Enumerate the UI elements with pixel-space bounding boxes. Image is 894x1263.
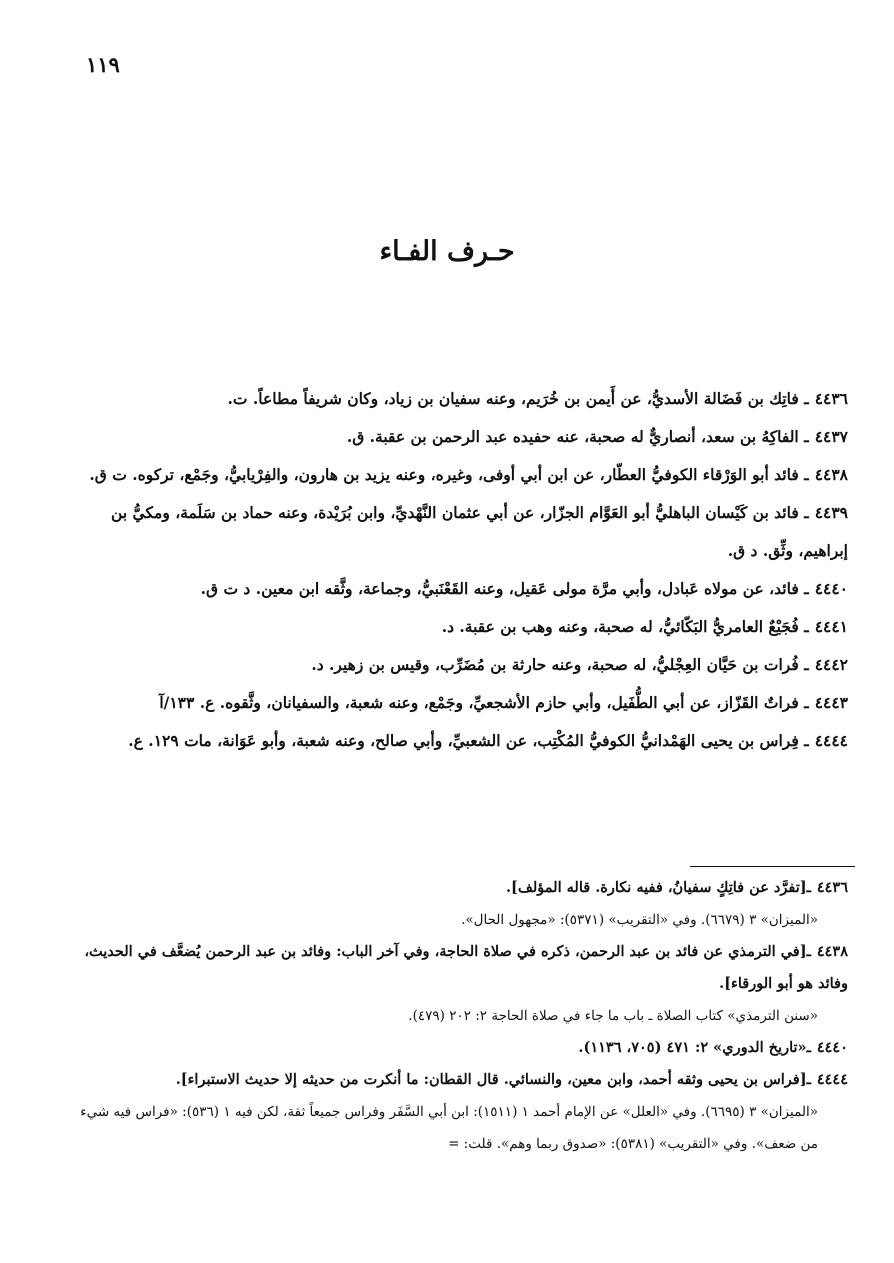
entry-number: ٤٤٤٣ xyxy=(814,693,848,712)
entry-number: ٤٤٣٩ xyxy=(814,503,848,522)
entry xyxy=(66,646,848,684)
footnote-reference: «سنن الترمذي» كتاب الصلاة ـ باب ما جاء في صلاة الحاجة ٢: ٢٠٢ (٤٧٩). xyxy=(408,1008,818,1024)
footnote xyxy=(66,872,848,904)
entry-number: ٤٤٤٤ xyxy=(814,731,848,750)
entry-text: ـ الفاكِهُ بن سعد، أنصاريٌّ له صحبة، عنه حفيده عبد الرحمن بن عقبة. ق. xyxy=(346,427,809,446)
entry-number: ٤٤٤١ xyxy=(814,617,848,636)
entry-number: ٤٤٣٧ xyxy=(814,427,848,446)
footnote-text: ـ«تاريخ الدوري» ٢: ٤٧١ (٧٠٥، ١١٣٦). xyxy=(578,1039,811,1056)
entry xyxy=(66,380,848,418)
footnote xyxy=(66,1032,848,1064)
entry xyxy=(66,608,848,646)
entry-number: ٤٤٣٨ xyxy=(814,465,848,484)
footnote-number: ٤٤٤٤ xyxy=(816,1071,848,1088)
entry-text: ـ فائد أبو الوَرْقاء الكوفيُّ العطّار، عن ابن أبي أوفى، وغيره، وعنه يزيد بن هارون، والفِرْيابيُّ، وجَمْع، تركوه. ت ق. xyxy=(89,465,809,484)
footnote-number: ٤٤٣٨ xyxy=(816,943,848,960)
footnote-divider xyxy=(690,866,855,867)
entry-number: ٤٤٤٠ xyxy=(814,579,848,598)
chapter-heading: حـرف الفـاء xyxy=(379,236,515,267)
footnote-text: ـ[فراس بن يحيى وثقه أحمد، وابن معين، والنسائي. قال القطان: ما أنكرت من حديثه إلا حديث الاستبراء]. xyxy=(175,1071,811,1088)
entry-text: ـ فائد، عن مولاه عَبادل، وأبي مرَّة مولى عَقيل، وعنه القَعْنَبيُّ، وجماعة، وثَّقه ابن معين. د ت ق. xyxy=(200,579,809,598)
entry-text: ـ فائد بن كَيْسان الباهليُّ أبو العَوَّام الجزّار، عن أبي عثمان النَّهْديِّ، وابن بُرَيْدة، وعنه حماد بن سَلَمة، ومكيُّ بن إبراهيم، وثِّق. د ق. xyxy=(111,503,848,560)
footnote-text: ـ[تفرَّد عن فاتِكٍ سفيانُ، ففيه نكارة. قاله المؤلف]. xyxy=(505,879,811,896)
entry xyxy=(66,418,848,456)
entry xyxy=(66,722,848,760)
entry-text: ـ فِراس بن يحيى الهَمْدانيُّ الكوفيُّ المُكْتِب، عن الشعبيِّ، وأبي صالح، وعنه شعبة، وأبو عَوَانة، مات ١٢٩. ع. xyxy=(128,731,809,750)
footnote-text: ـ[في الترمذي عن فائد بن عبد الرحمن، ذكره في صلاة الحاجة، وفي آخر الباب: وفائد بن عبد الرحمن يُضعَّف في الحديث، وفائد هو أبو الورقاء]. xyxy=(84,943,848,992)
entry xyxy=(66,494,848,570)
footnote-number: ٤٤٣٦ xyxy=(816,879,848,896)
entry-text: ـ فاتِك بن فَضَالة الأسديُّ، عن أَيمن بن خُرَيم، وعنه سفيان بن زياد، وكان شريفاً مطاعاً. ت. xyxy=(227,389,809,408)
footnote-reference: «الميزان» ٣ (٦٦٩٥). وفي «العلل» عن الإمام أحمد ١ (١٥١١): ابن أبي السَّفَر وفراس جميعاً ثقة، لكن فيه ١ (٥٣٦): «فراس فيه شيء من ضعف». وفي «التقريب» (٥٣٨١): «صدوق ربما وهم». قلت: = xyxy=(80,1104,818,1152)
footnote xyxy=(66,936,848,1000)
entry-text: ـ فراتٌ القَزّاز، عن أبي الطُّفَيل، وأبي حازم الأشجعيِّ، وجَمْع، وعنه شعبة، والسفيانان، وثَّقوه. ع. ١٣٣/آ xyxy=(159,693,809,712)
entry-number: ٤٤٤٢ xyxy=(814,655,848,674)
footnote-reference: «الميزان» ٣ (٦٦٧٩). وفي «التقريب» (٥٣٧١): «مجهول الحال». xyxy=(461,912,818,928)
entries-list xyxy=(66,380,848,760)
entry xyxy=(66,570,848,608)
page-number: ١١٩ xyxy=(86,52,120,77)
entry-number: ٤٤٣٦ xyxy=(814,389,848,408)
footnote-number: ٤٤٤٠ xyxy=(816,1039,848,1056)
footnotes xyxy=(66,872,848,1160)
entry-text: ـ فُرات بن حَيَّان العِجْليُّ، له صحبة، وعنه حارثة بن مُضَرِّب، وقيس بن زهير. د. xyxy=(311,655,809,674)
entry-text: ـ فُجَيْعٌ العامريُّ البَكّائيُّ، له صحبة، وعنه وهب بن عقبة. د. xyxy=(441,617,809,636)
entry xyxy=(66,684,848,722)
entry xyxy=(66,456,848,494)
footnote xyxy=(66,1064,848,1096)
